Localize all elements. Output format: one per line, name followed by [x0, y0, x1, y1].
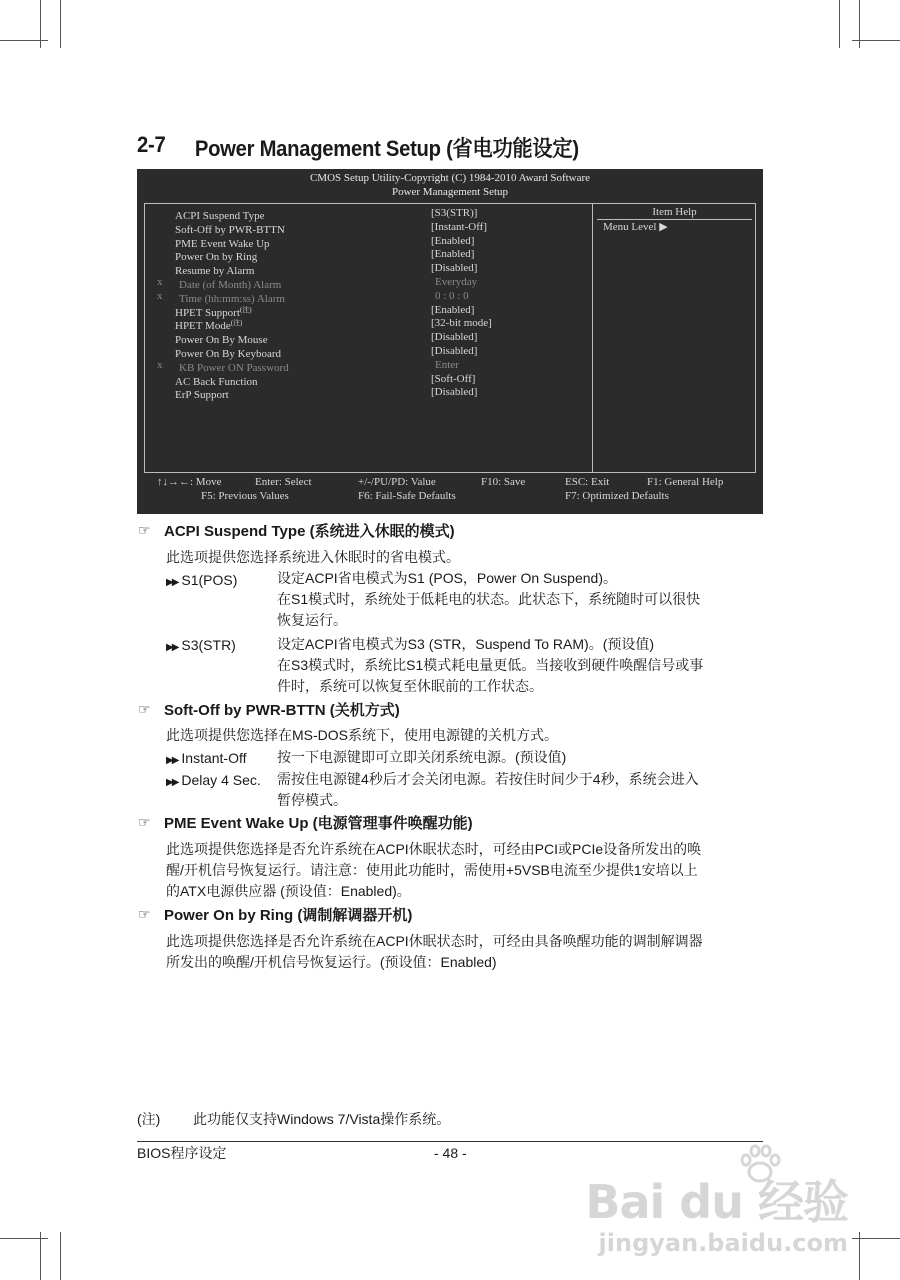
item-ring-heading	[138, 904, 412, 925]
baidu-jingyan-watermark	[585, 1148, 848, 1258]
bios-setting-value: [Disabled]	[431, 344, 478, 357]
crop-mark	[60, 0, 61, 48]
item-ring-title: Power On by Ring (调制解调器开机)	[164, 907, 413, 924]
item-pme-description: 此选项提供您选择是否允许系统在ACPI休眠状态时，可经由PCI或PCIe设备所发出的唤 醒/开机信号恢复运行。请注意：使用此功能时，需使用+5VSB电流至少提供1安培以上 的ATX电源供应器 (预设值：Enabled)。	[166, 841, 702, 899]
crop-mark	[852, 40, 900, 41]
bios-setting-label: KB Power ON Password	[179, 361, 289, 374]
option-delay-4-sec-description: 需按住电源键4秒后才会关闭电源。若按住时间少于4秒，系统会进入 暂停模式。	[277, 771, 699, 808]
key-exit: ESC: Exit	[565, 476, 610, 488]
bios-copyright: CMOS Setup Utility-Copyright (C) 1984-2010 Award Software	[309, 172, 591, 184]
bios-setting-label: ErP Support	[175, 389, 229, 402]
bios-setting-label: Time (hh:mm:ss) Alarm	[179, 292, 285, 305]
page-number: - 48 -	[434, 1145, 467, 1161]
option-s3-description: 设定ACPI省电模式为S3 (STR，Suspend To RAM)。(预设值) 在S3模式时，系统比S1模式耗电量更低。当接收到硬件唤醒信号或事 件时，系统可以恢复至休眠前的工作状态。	[277, 636, 704, 694]
bios-setting-row	[145, 207, 592, 221]
bios-setting-label: Date (of Month) Alarm	[179, 278, 282, 291]
bios-setting-row	[145, 262, 592, 276]
bios-setting-row	[145, 373, 592, 387]
key-save: F10: Save	[481, 476, 526, 488]
bios-setting-label: Resume by Alarm	[175, 265, 255, 278]
section-title	[137, 132, 579, 163]
bios-divider	[592, 204, 593, 472]
disabled-marker: x	[157, 289, 163, 302]
bios-setting-value: [32-bit mode]	[431, 317, 492, 330]
bios-setting-row	[145, 235, 592, 249]
disabled-marker: x	[157, 275, 163, 288]
watermark-brand: Bai du 经验	[585, 1175, 848, 1229]
crop-mark	[859, 1232, 860, 1280]
item-help-title: Item Help	[652, 206, 697, 218]
item-acpi-title: ACPI Suspend Type (系统进入休眠的模式)	[164, 523, 455, 540]
bios-setting-value: [Disabled]	[431, 262, 478, 275]
bios-setting-row	[145, 304, 592, 318]
bios-setting-value: [Disabled]	[431, 386, 478, 399]
double-arrow-icon: ▶▶	[166, 777, 178, 788]
double-arrow-icon: ▶▶	[166, 755, 178, 766]
item-ring-description: 此选项提供您选择是否允许系统在ACPI休眠状态时，可经由具备唤醒功能的调制解调器 所发出的唤醒/开机信号恢复运行。(预设值：Enabled)	[166, 933, 703, 970]
option-s3: ▶▶ S3(STR)	[166, 637, 236, 653]
pointing-hand-icon: ☞	[138, 814, 151, 830]
key-previous-values: F5: Previous Values	[201, 490, 289, 502]
key-failsafe-defaults: F6: Fail-Safe Defaults	[358, 490, 456, 502]
bios-setting-row	[145, 290, 592, 304]
note-label: (注)	[137, 1111, 161, 1127]
bios-setting-row	[145, 345, 592, 359]
double-arrow-icon: ▶▶	[166, 577, 178, 588]
menu-level: Menu Level ▶	[603, 221, 668, 233]
item-softoff-intro: 此选项提供您选择在MS-DOS系统下，使用电源键的关机方式。	[166, 727, 558, 743]
bios-header	[137, 169, 763, 199]
crop-mark	[0, 1238, 48, 1239]
bios-setting-label: Soft-Off by PWR-BTTN	[175, 223, 285, 236]
double-arrow-icon: ▶▶	[166, 642, 178, 653]
key-general-help: F1: General Help	[647, 476, 724, 488]
bios-setting-value: Enter	[435, 358, 459, 371]
item-pme-title: PME Event Wake Up (电源管理事件唤醒功能)	[164, 815, 473, 832]
bios-setting-label: HPET Mode$^{(注)}$	[175, 319, 243, 333]
crop-mark	[839, 0, 840, 48]
bios-setting-value: 0 : 0 : 0	[435, 289, 469, 302]
disabled-marker: x	[157, 358, 163, 371]
option-s1: ▶▶ S1(POS)	[166, 572, 238, 588]
bios-frame	[144, 203, 756, 473]
item-pme-heading	[138, 812, 473, 833]
bios-setting-row	[145, 331, 592, 345]
key-move: ↑↓→←: Move	[157, 476, 222, 488]
crop-mark	[0, 40, 48, 41]
item-help-divider	[597, 219, 752, 220]
bios-setting-label: AC Back Function	[175, 375, 258, 388]
bios-setting-value: [S3(STR)]	[431, 207, 478, 219]
crop-mark	[60, 1232, 61, 1280]
note-marker: (注)	[239, 305, 252, 314]
bios-setting-value: [Disabled]	[431, 331, 478, 344]
note-text: 此功能仅支持Windows 7/Vista操作系统。	[193, 1111, 451, 1127]
bios-setting-value: [Enabled]	[431, 303, 475, 316]
bios-setting-row	[145, 248, 592, 262]
pointing-hand-icon: ☞	[138, 906, 151, 922]
bios-setting-label: Power On By Keyboard	[175, 347, 282, 360]
bios-setting-row	[145, 276, 592, 290]
bios-setting-label: Power On By Mouse	[175, 334, 268, 347]
bios-setting-value: [Enabled]	[431, 234, 475, 247]
option-instant-off-description: 按一下电源键即可立即关闭系统电源。(预设值)	[277, 749, 567, 765]
crop-mark	[852, 1238, 900, 1239]
bios-setting-row	[145, 317, 592, 331]
bios-setting-label: ACPI Suspend Type	[175, 210, 265, 222]
key-value: +/-/PU/PD: Value	[358, 476, 436, 488]
section-number: 2-7	[137, 132, 166, 157]
footer-rule	[137, 1141, 763, 1142]
watermark-url: jingyan.baidu.com	[598, 1229, 848, 1257]
option-delay-4-sec: ▶▶ Delay 4 Sec.	[166, 772, 261, 788]
item-softoff-title: Soft-Off by PWR-BTTN (关机方式)	[164, 702, 400, 719]
crop-mark	[40, 1232, 41, 1280]
option-instant-off: ▶▶ Instant-Off	[166, 750, 247, 766]
bios-setting-value: [Soft-Off]	[431, 372, 476, 385]
pointing-hand-icon: ☞	[138, 522, 151, 538]
option-s1-description: 设定ACPI省电模式为S1 (POS，Power On Suspend)。 在S1模式时，系统处于低耗电的状态。此状态下，系统随时可以很快 恢复运行。	[277, 570, 701, 628]
pointing-hand-icon: ☞	[138, 701, 151, 717]
bios-setting-value: [Instant-Off]	[431, 220, 487, 233]
item-softoff-heading	[138, 699, 400, 720]
bios-setting-row	[145, 221, 592, 235]
note-marker: (注)	[230, 319, 243, 328]
bios-setting-label: PME Event Wake Up	[175, 237, 270, 250]
bios-setting-row	[145, 386, 592, 400]
bios-setting-label: HPET Support$^{(注)}$	[175, 305, 252, 319]
bios-page-title: Power Management Setup	[391, 186, 509, 198]
item-acpi-intro: 此选项提供您选择系统进入休眠时的省电模式。	[166, 549, 460, 565]
bios-setting-value: [Enabled]	[431, 248, 475, 261]
bios-setting-value: Everyday	[435, 275, 478, 288]
item-acpi-heading	[138, 520, 455, 541]
key-select: Enter: Select	[255, 476, 312, 488]
bios-setting-row	[145, 359, 592, 373]
bios-settings-list	[145, 207, 592, 400]
footer-chapter: BIOS程序设定	[137, 1145, 227, 1161]
bios-screen	[137, 169, 763, 514]
section-heading: Power Management Setup (省电功能设定)	[194, 136, 579, 161]
key-optimized-defaults: F7: Optimized Defaults	[565, 490, 669, 502]
bios-setting-label: Power On by Ring	[175, 251, 258, 264]
